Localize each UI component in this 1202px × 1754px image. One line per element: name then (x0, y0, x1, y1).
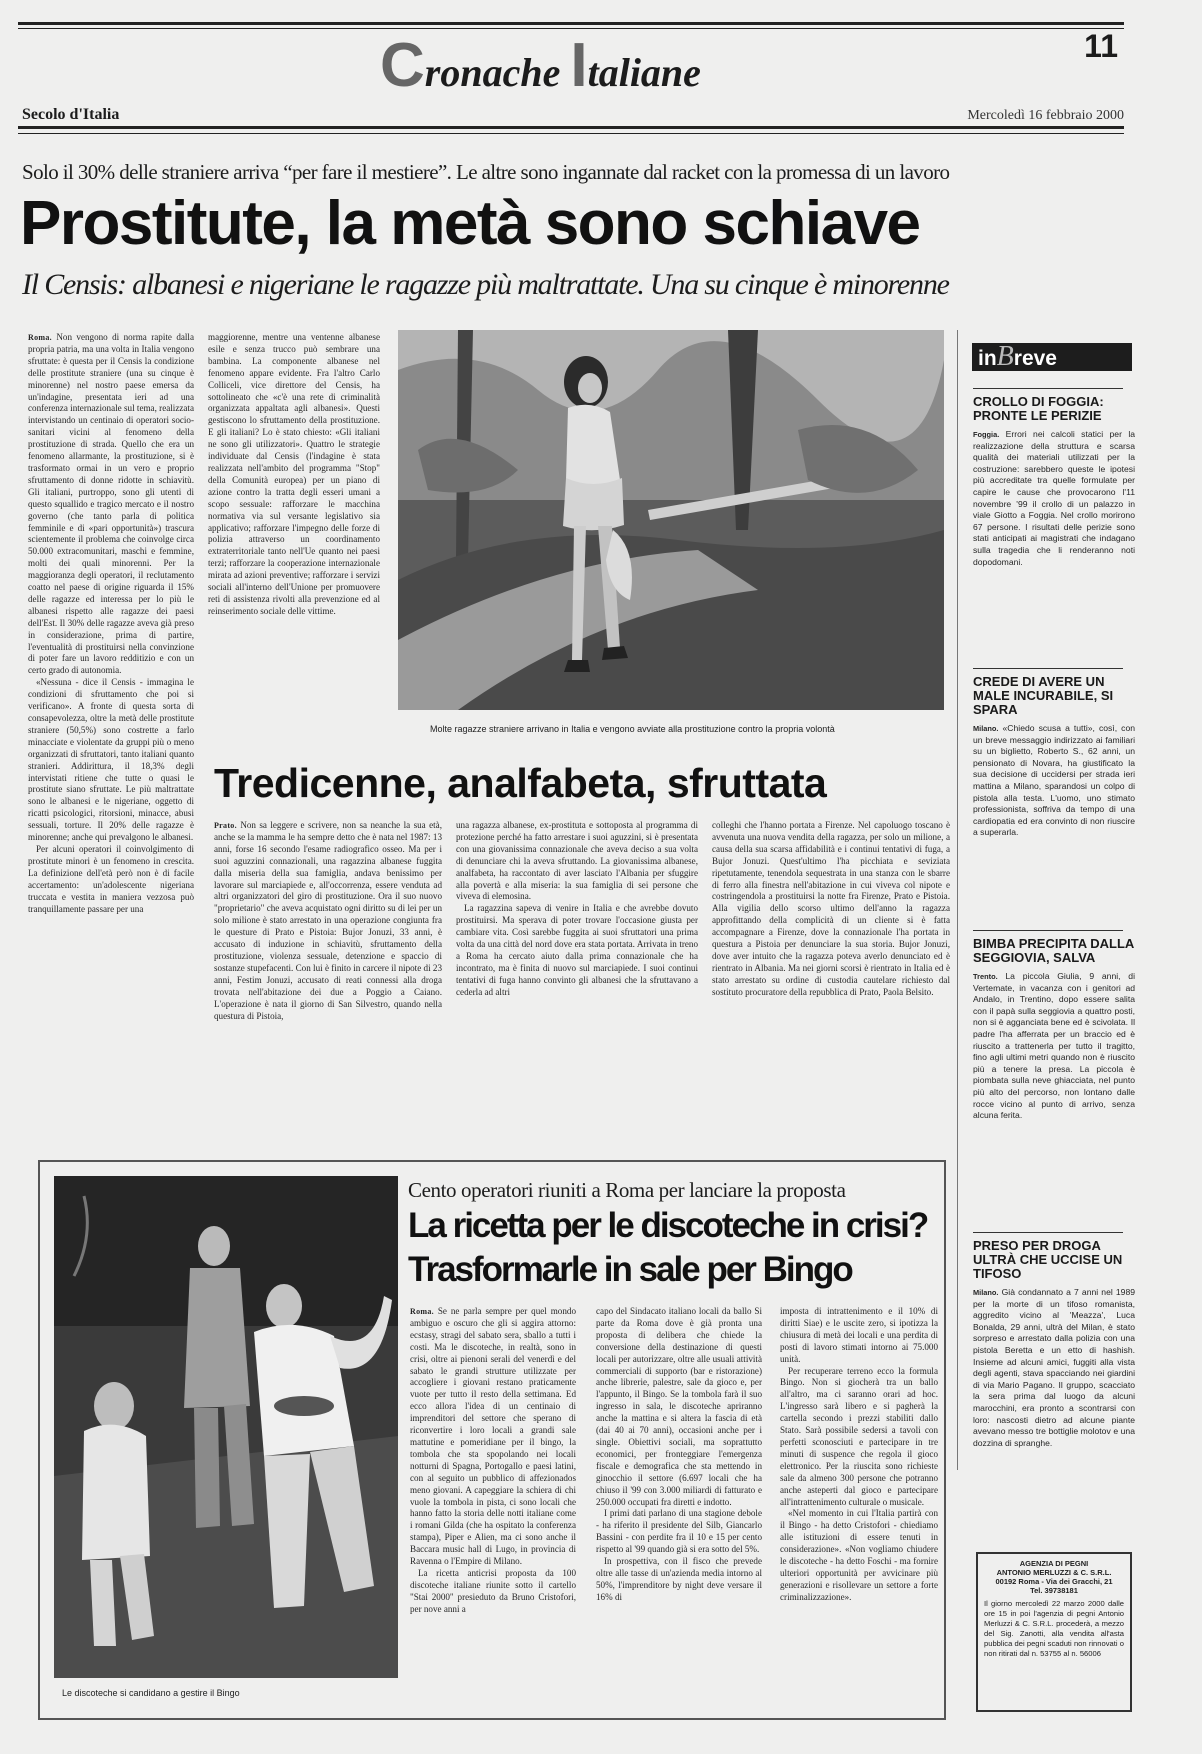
brief-item-3 (973, 930, 1135, 1230)
second-col2-text: una ragazza albanese, ex-prostituta e sottoposta al programma di protezione perché ha fatto arrestare i suoi aguzzini, si è presentata con una giovanissima connazionale che aveva deciso a sua volta di denunciare chi la aveva sfruttando. La giovanissima albanese, analfabeta, ha raccontato di aver lasciato l'Albania per sfuggire alla povertà e alla miseria: la sua famiglia di sei persone che viveva di elemosina. (456, 820, 698, 902)
disco-dancers-illustration (54, 1176, 398, 1678)
section-title (380, 30, 820, 100)
bingo-col2c-text: In prospettiva, con il fisco che prevede oltre alle tasse di un'azienda media intorno al 50%, l'imprenditore by night deve versare il 16% di (596, 1556, 762, 1602)
bingo-col2 (596, 1306, 762, 1710)
second-article-col2 (456, 820, 698, 1142)
bingo-col1 (410, 1306, 576, 1710)
bingo-col3c-text: «Nel momento in cui l'Italia partirà con il Bingo - ha detto Cristofori - chiediamo alle istituzioni di essere tenuti in considerazione». «Non vogliamo chiudere le discoteche - ha detto Foschi - ma fornire ulteriori opportunità per avvicinare più generazioni e risollevare un settore a forte criminalizzazione». (780, 1508, 938, 1602)
in-breve-b: B (996, 341, 1014, 372)
main-dateline: Roma. (28, 333, 52, 342)
main-photo (398, 330, 944, 710)
brief-city: Milano. (973, 724, 999, 733)
main-subheadline: Il Censis: albanesi e nigeriane le ragazze più maltrattate. Una su cinque è minorenne (22, 268, 949, 301)
main-article-col1 (28, 332, 194, 1042)
brief-title: CREDE DI AVERE UN MALE INCURABILE, SI SPARA (973, 674, 1114, 717)
brief-text: Già condannato a 7 anni nel 1989 per la morte di un tifoso romanista, aggredito vicino al 'Meazza', Luca Bonalda, 29 anni, ultrà del Milan, è stato sorpreso e arrestato dalla polizia con una pistola Beretta e un etto di hashish. Insieme ad alcuni amici, fuggiti alla vista degli agenti, stava spacciando nei giardini di via Mario Pagano. Il gruppo, scacciato la sera prima dal luogo da alcuni marocchini, era pronto a scontrarsi con loro: nascosti dietro ad alcune piante avevano messo tre bottiglie molotov e una dozzina di spranghe. (973, 1287, 1135, 1448)
second-headline: Tredicenne, analfabeta, sfruttata (214, 760, 827, 806)
second-dateline: Prato. (214, 821, 237, 830)
disco-photo-caption: Le discoteche si candidano a gestire il Bingo (62, 1688, 240, 1698)
issue-date: Mercoledì 16 febbraio 2000 (967, 108, 1124, 123)
bingo-dateline: Roma. (410, 1307, 434, 1316)
page-number: 11 (1084, 28, 1118, 64)
ad-line1: AGENZIA DI PEGNI (1019, 1559, 1089, 1568)
sidebar-divider (957, 330, 958, 1470)
second-col1-text: Non sa leggere e scrivere, non sa neanche la sua età, anche se la mamma le ha sempre detto che è nata nel 1987: 13 anni, forse 16 secondo l'esame radiografico osseo. Ma per i suoi aguzzini connazionali, una ragazzina albanese fuggita dalla miseria della sua famiglia, andava benissimo per lavorare sul marciapiede e, all'occorrenza, essere venduta ad altri organizzatori del giro di prostituzione. Ora il suo nuovo "proprietario" che aveva acquistato ogni diritto su di lei per un solo milione è stato arrestato in una operazione congiunta fra le questure di Prato e Pistoia: Bujor Jonuzi, 33 anni, è accusato di induzione in schiavitù, sfruttamento della prostituzione, violenza sessuale, detenzione e spaccio di sostanze stupefacenti. Con lui è finito in carcere il nipote di 23 anni, Festim Jonuzi, accusato di reati connessi alla droga trovata nell'abitazione dei due a Poggio a Caiano. L'operazione è nata il giorno di San Silvestro, quando nella questura di Pistoia, (214, 820, 442, 1021)
ad-line2: ANTONIO MERLUZZI & C. S.R.L. (996, 1568, 1112, 1577)
brief-text: «Chiedo scusa a tutti», così, con un breve messaggio indirizzato ai familiari su un biglietto, Roberto S., 62 anni, un pensionato di Novara, ha giustificato la sua decisione di uccidersi per strada ieri mattina a Milano, sparandosi un colpo di pistola alla testa. L'uomo, uno stimato professionista, soffriva da tempo di una cardiopatia ed era convinto di non riuscire a superarla. (973, 723, 1135, 838)
second-col3-text: colleghi che l'hanno portata a Firenze. Nel capoluogo toscano è avvenuta una nuova vendita della ragazza, per solo un milione, a causa della sua scarsa affidabilità e i continui tentativi di fuga, a Bujor Jonuzi. Quest'ultimo l'ha picchiata e seviziata ripetutamente, tenendola sequestrata in una stanza con le sbarre di ferro alla finestra nell'abitazione in cui viveva col nipote e costringendola a prostituirsi la notte fra Firenze, Prato e Pistoia. Alla vigilia dello scorso ultimo dell'anno la ragazza approfittando della complicità di un cliente si è fatta accompagnare a Firenze, dove la connazionale l'ha portata in questura a Pistoia per denunciare la sua storia. Bujor Jonuzi, dove aver intuito che la ragazza poteva averlo denunciato ed è rientrato in Albania. Ma nei giorni scorsi è rientrato in Italia ed è stato arrestato su ordine di custodia cautelare richiesto dal sostituto procuratore della repubblica di Prato, Paola Belsito. (712, 820, 950, 997)
bingo-col3b-text: Per recuperare terreno ecco la formula Bingo. Non si giocherà tra un ballo all'altro, ma ci saranno orari ad hoc. L'ingresso sarà libero e si pagherà la cartella secondo i prezzi stabiliti dallo Stato. Sarà possibile sedersi a tavoli con perfetti sconosciuti e partecipare in tre minuti di suspence che regola il gioco elettronico. Per la riuscita sono richieste sale da almeno 300 persone che potranno anche asteperti dal gioco e partecipare all'intrattenimento culturale o musicale. (780, 1365, 938, 1507)
brief-item-1 (973, 388, 1135, 660)
brief-item-2 (973, 668, 1135, 930)
main-col1c-text: Per alcuni operatori il coinvolgimento di prostitute minori è un fenomeno in crescita. La definizione dell'età però non è di facile accertamento: un'adolescente nigeriana truccata e vestita in maniera vezzosa può tranquillamente passare per una (28, 843, 194, 914)
disco-photo (54, 1176, 398, 1678)
masthead-rule (18, 126, 1124, 129)
brief-item-4 (973, 1232, 1135, 1544)
in-breve-in: in (978, 347, 997, 370)
pawnshop-ad (976, 1552, 1132, 1712)
second-article-col3 (712, 820, 950, 1142)
brief-rule (973, 388, 1123, 389)
in-breve-rest: reve (1013, 347, 1057, 370)
top-rule-thin (18, 28, 1124, 29)
main-col1-text: Non vengono di norma rapite dalla propria patria, ma una volta in Italia vengono sfruttate: è questa per il Censis la condizione delle prostitute straniere (una su cinque è minorenne) nel nostro paese emersa da un'indagine, presentata ieri ad una conferenza internazionale sul tema, realizzata intervistando un centinaio di operatori socio-sanitari vicini al fenomeno della prostituzione di strada. Quello che era un fenomeno allarmante, la prostituzione, si è trasformato ormai in un vero e proprio sfruttamento di donne ridotte in schiavitù. Gli italiani, purtroppo, sono gli utenti di questo squallido e tragico mercato e il nostro governo (che tanto parla di politica femminile e di «pari opportunità») trascura scientemente il problema che coinvolge circa 50.000 extracomunitari, maschi e femmine, molti dei quali minorenni. Per la maggioranza degli operatori, il reclutamento coatto nel paese di origine riguarda il 15% delle ragazze ed interessa per lo più le albanesi rispetto alle ragazze dei paesi dell'Est. Il 30% delle ragazze aveva già preso in considerazione, prima di partire, l'eventualità di prostituirsi nella convinzione di poter fare un lavoro redditizio e con un certo grado di autonomia. (28, 332, 194, 676)
bingo-col2b-text: I primi dati parlano di una stagione debole - ha riferito il presidente del Silb, Giancarlo Bassini - con perdite fra il 10 e 15 per cento rispetto al '99 quando già si era sotto del 5%. (596, 1508, 762, 1555)
main-kicker: Solo il 30% delle straniere arriva “per fare il mestiere”. Le altre sono ingannate dal racket con la promessa di un lavoro (22, 160, 950, 184)
main-photo-caption: Molte ragazze straniere arrivano in Italia e vengono avviate alla prostituzione contro la propria volontà (430, 724, 835, 734)
paper-name: Secolo d'Italia (22, 106, 120, 123)
brief-text: La piccola Giulia, 9 anni, di Vertemate, in vacanza con i genitori ad Andalo, in Trentino, dopo essere salita con il papà sulla seggiovia a quattro posti, non si è agganciata bene ed è scivolata. Il padre l'ha afferrata per un braccio ed è riuscito a trattenerla per tutto il tragitto, fino agli ultimi metri quando non è riuscito più a tenere la presa. La piccola è piombata sulla neve ghiacciata, nel punto più alto del percorso, non lontano dalle rocce vicino al punto di arrivo, senza alcuna ferita. (973, 971, 1135, 1121)
brief-rule (973, 1232, 1123, 1233)
bingo-col3 (780, 1306, 938, 1710)
section-title-word1: ronache (424, 50, 571, 95)
bingo-headline-2: Trasformarle in sale per Bingo (408, 1250, 852, 1289)
second-article-col1 (214, 820, 442, 1142)
main-col2-text: maggiorenne, mentre una ventenne albanese esile e senza trucco può sembrare una bambina. La componente albanese nel fenomeno appare evidente. Fra l'altro Carlo Colliceli, vice direttore del Censis, ha sottolineato che «c'è una rete di criminalità organizzata appaltata agli albanesi». Questi gestiscono lo sfruttamento della prostituzione. E gli italiani? Lo è stato chiesto: «Gli italiani ne sono gli utilizzatori». Quattro le strategie individuate dal Censis (l'indagine è stata realizzata nell'ambito del programma "Stop" della Comunità europea) per un piano di azione contro la tratta degli esseri umani a scopo sessuale: rafforzare le macchina normativa via sul versante legislativo sia applicativo; rafforzare l'impegno delle forze di polizia attraverso un coordinamento extraterritoriale tanto nell'Ue quanto nei paesi terzi; rafforzare la cooperazione internazionale mirata ad azioni preventive; rafforzare i servizi sociali all'interno dell'Unione per promuovere reti di assistenza rivolti alla prevenzione ed al reinserimento sociale delle vittime. (208, 332, 380, 616)
in-breve-label (972, 343, 1132, 371)
brief-city: Foggia. (973, 430, 1000, 439)
main-article-col2 (208, 332, 380, 742)
bingo-col3-text: imposta di intrattenimento e il 10% di diritti Siae) e le uscite zero, si ipotizza la chiusura di metà dei locali e una perdita di posti di lavoro stimati intorno ai 75.000 unità. (780, 1306, 938, 1364)
section-title-word2: taliane (587, 50, 701, 95)
brief-title: CROLLO DI FOGGIA: PRONTE LE PERIZIE (973, 394, 1104, 423)
brief-text: Errori nei calcoli statici per la realizzazione della struttura e scarsa qualità dei materiali utilizzati per la costruzione: sarebbero queste le ipotesi più accreditate tra quelle formulate per capire le cause che provocarono l'11 novembre '99 il crollo di un palazzo in viale Giotto a Foggia. Nel crollo morirono 67 persone. I risultati delle perizie sono stati anticipati ai magistrati che indagano sulla tragedia che li renderanno noti dopodomani. (973, 429, 1135, 567)
section-title-initial-i: I (570, 31, 588, 100)
brief-city: Trento. (973, 972, 998, 981)
brief-title: PRESO PER DROGA ULTRÀ CHE UCCISE UN TIFOSO (973, 1238, 1123, 1281)
bingo-kicker: Cento operatori riuniti a Roma per lanciare la proposta (408, 1178, 846, 1202)
ad-line3: 00192 Roma - Via dei Gracchi, 21 (995, 1577, 1113, 1586)
ad-body: Il giorno mercoledì 22 marzo 2000 dalle ore 15 in poi l'agenzia di pegni Antonio Merluzzi & C. S.R.L. procederà, a mezzo del Sig. Zanotti, alla vendita all'asta pubblica dei pegni scaduti non rinnovati o non ritirati dal n. 53755 al n. 56006 (984, 1599, 1124, 1658)
brief-rule (973, 668, 1123, 669)
second-col2b-text: La ragazzina sapeva di venire in Italia e che avrebbe dovuto prostituirsi. Ma sperava di poter trovare l'occasione giusta per cambiare vita. Così sarebbe fuggita ai suoi sfruttatori una prima volta da una città del nord dove era stata portata. Arrivata in treno a Roma ha cercato aiuto dalla prima connazionale che ha incontrato, ma è finita di nuovo sul marciapiede. I suoi continui tentativi di fuga hanno convinto gli albanesi che la sfruttavano a cederla ad altri (456, 903, 698, 997)
bingo-headline-1: La ricetta per le discoteche in crisi? (408, 1206, 928, 1245)
bingo-col2-text: capo del Sindacato italiano locali da ballo Si parte da Roma dove è già pronta una proposta di delibera che chiede la conversione della destinazione di questi locali per autorizzare, oltre alle usuali attività commerciali di supporto (bar e ristorazione) anche librerie, palestre, sale da gioco e, per l'appunto, il Bingo. Se la tombola farà il suo ingresso in sala, le discoteche apriranno anche la mattina e si altera la fascia di età (dai 40 ai 70 anni), occasioni anche per i single. Obiettivi sociali, ma soprattutto economici, per fronteggiare l'emergenza fiscale e demografica che sta mettendo in ginocchio il settore (6.697 locali che ha chiuso il '99 con 3.000 miliardi di fatturato e 250.000 occupati fra diretti e indotto. (596, 1306, 762, 1507)
brief-city: Milano. (973, 1288, 999, 1297)
bingo-col1b-text: La ricetta anticrisi proposta da 100 discoteche italiane riunite sotto il cartello "Stai 2000" presieduto da Bruno Cristofori, per nove anni a (410, 1567, 576, 1614)
bingo-col1-text: Se ne parla sempre per quel mondo ambiguo e oscuro che gli si aggira attorno: ecstasy, stragi del sabato sera, sballo a tutti i costi. Ma le discoteche, in realtà, sono in crisi, oltre ai pienoni serali del venerdì e del sabato le grandi strutture utilizzate per accogliere i giovani restano praticamente vuote per tutto il resto della settimana. Ed ecco allora l'idea di un centinaio di imprenditori del settore che sperano di riconvertire i loro locali a grandi sale mattutine e pomeridiane per il bingo, la tombola che sta spopolando nei locali notturni di Spagna, Portogallo e paesi latini, con al seguito un pubblico di affezionados meno giovani. A capeggiare la schiera di chi vuole la tombola in pista, ci sono locali che hanno fatto la storia delle notti italiane come i romani Gilda (che ha ospitato la conferenza stampa), Piper e Alien, ma ci sono anche il Baccara music hall di Lugo, in provincia di Ravenna o l'Empire di Milano. (410, 1306, 576, 1567)
masthead-rule-thin (18, 133, 1124, 134)
main-col1b-text: «Nessuna - dice il Censis - immagina le condizioni di sfruttamento che poi si verificano». A fronte di questa sorta di consapevolezza, oltre la metà delle prostitute straniere (50,5%) sono costrette a farlo minacciate e violentate da gruppi più o meno organizzati di sfruttatori, tanto italiani quanto stranieri. Addirittura, il 18,3% degli intervistati ritiene che tutte o quasi le prostitute siano sfruttate. Le più maltrattate sono le albanesi e le nigeriane, oggetto di ricatti psicologici, ritorsioni, minacce, abusi sessuali, torture. Il 20% delle ragazze è minorenne; anche qui prevalgono le albanesi. (28, 677, 194, 843)
ad-line4: Tel. 39738181 (1030, 1586, 1078, 1595)
woman-roadside-illustration (398, 330, 944, 710)
brief-title: BIMBA PRECIPITA DALLA SEGGIOVIA, SALVA (973, 936, 1134, 965)
section-title-initial-c: C (380, 31, 425, 100)
brief-rule (973, 930, 1123, 931)
top-rule (18, 22, 1124, 25)
main-headline: Prostitute, la metà sono schiave (20, 189, 920, 258)
